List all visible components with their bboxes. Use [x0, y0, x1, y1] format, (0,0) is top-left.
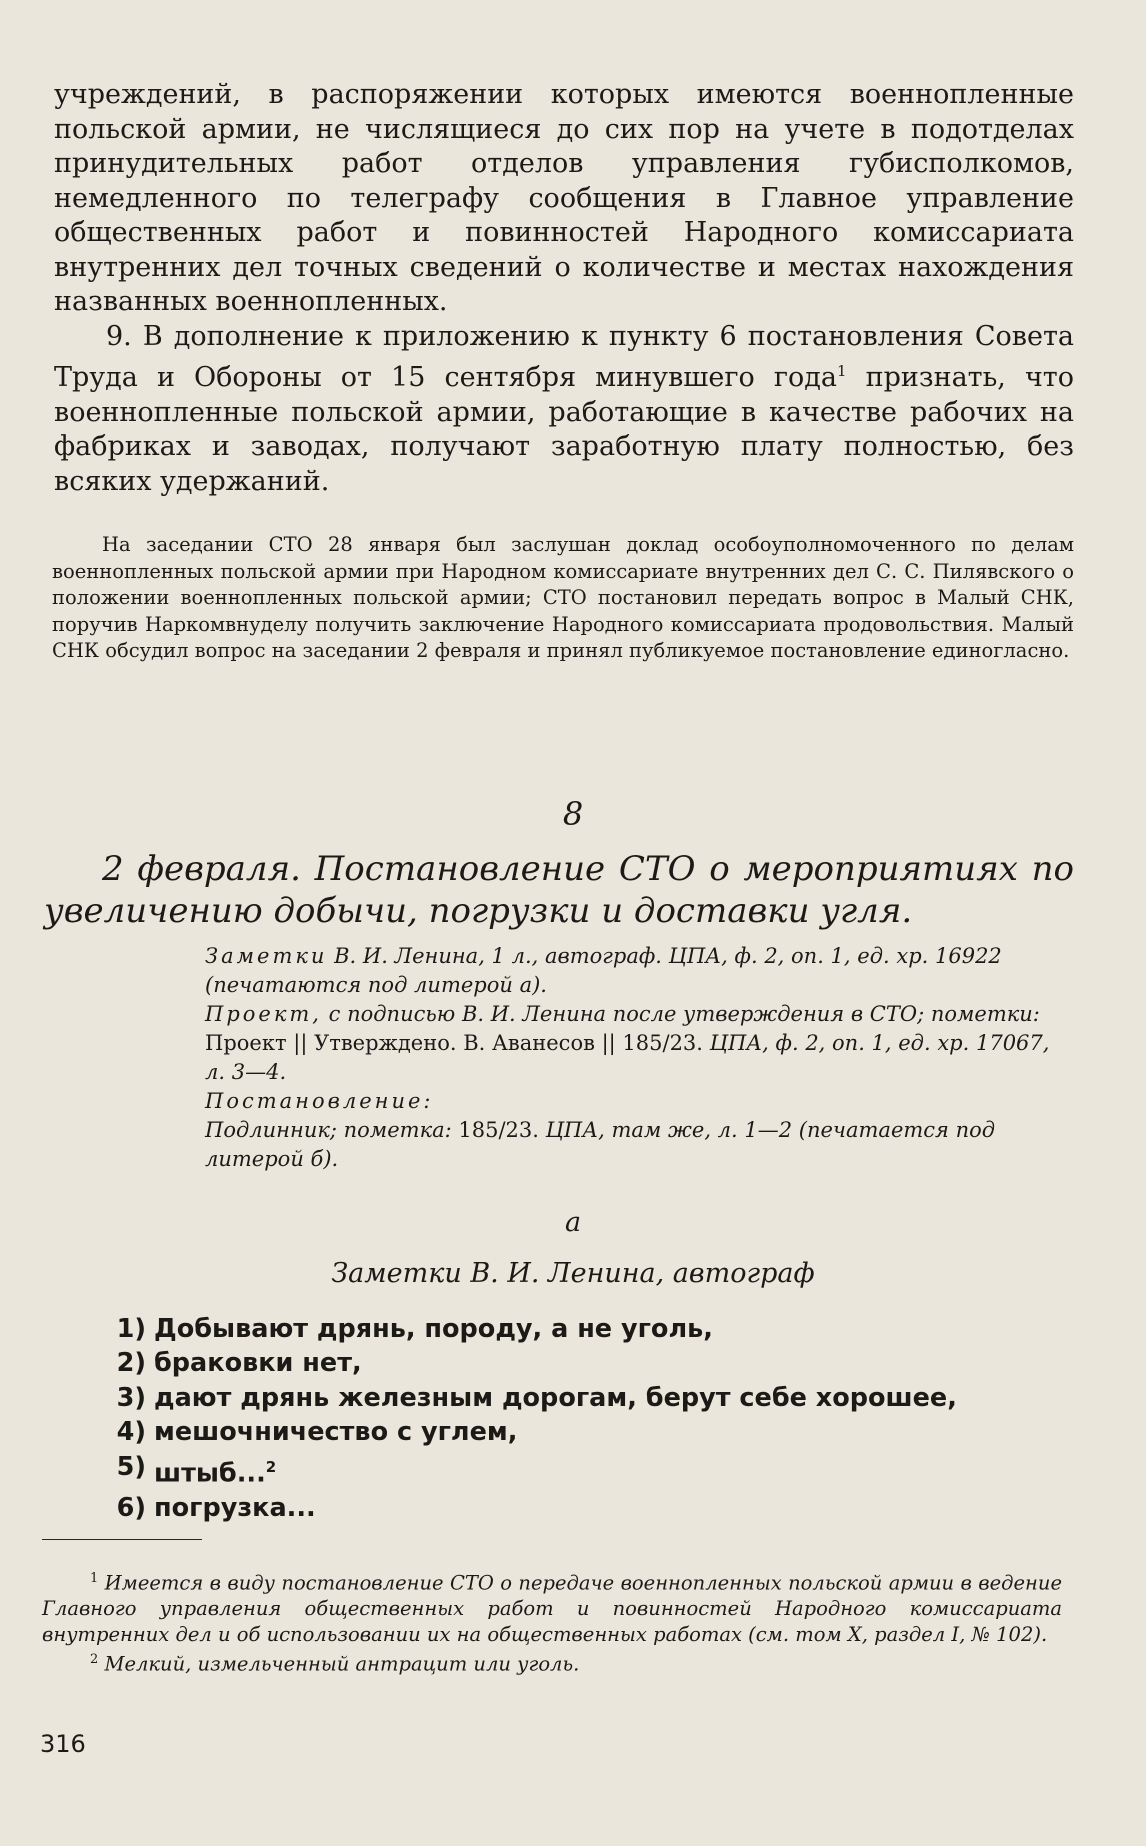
footnotes	[42, 1566, 1062, 1677]
footnote-text: Имеется в виду постановление СТО о передаче военнопленных польской армии в ведение Главного управления общественных работ и повинностей Народного комиссариата внутренних дел и об использовании их на общественных работах (см. том X, раздел I, № 102).	[42, 1571, 1062, 1646]
list-item-text	[154, 1312, 713, 1346]
meta-draft-marks: Проект || Утверждено. В. Аванесов || 185/23.	[205, 1031, 703, 1055]
list-item-label: погрузка...	[154, 1492, 316, 1523]
editorial-note-text: На заседании СТО 28 января был заслушан доклад особоуполномоченного по делам военнопленных польской армии при Народном комиссариате внутренних дел С. С. Пилявского о положении военнопленных польской армии; СТО постановил передать вопрос в Малый СНК, поручив Наркомвнуделу получить заключение Народного комиссариата продовольствия. Малый СНК обсудил вопрос на заседании 2 февраля и принял публикуемое постановление единогласно.	[52, 533, 1074, 663]
footnote-rule	[42, 1539, 202, 1540]
page-number: 316	[40, 1730, 86, 1758]
meta-original-label: Подлинник; пометка:	[205, 1118, 452, 1142]
meta-original-ref: ЦПА, там же, л. 1—2 (печатается под литерой б).	[205, 1118, 996, 1171]
footnote-2	[42, 1647, 1062, 1677]
list-item-number: 3)	[116, 1382, 146, 1413]
list-item-text	[154, 1491, 316, 1525]
list-item	[94, 1491, 1054, 1525]
footnote-mark: 2	[90, 1652, 99, 1667]
section-heading: Заметки В. И. Ленина, автограф	[331, 1258, 815, 1289]
meta-resolution-label: Постановление:	[205, 1089, 434, 1113]
list-item	[94, 1381, 1054, 1415]
meta-draft-label: Проект,	[205, 1002, 322, 1026]
list-item-label: мешочничество с углем,	[154, 1417, 518, 1448]
footnote-ref-1: 1	[836, 362, 847, 380]
archival-metadata	[205, 942, 1065, 1174]
body-text	[54, 78, 1074, 499]
list-item-text	[154, 1346, 362, 1380]
list-item-text	[154, 1381, 957, 1415]
meta-notes-line	[205, 942, 1065, 1000]
list-item-label: штыб...	[154, 1458, 266, 1489]
footnote-mark: 1	[90, 1571, 99, 1586]
list-item-label: браковки нет,	[154, 1348, 362, 1379]
paragraph-9-part1: 9. В дополнение к приложению к пункту 6 постановления Совета Труда и Обороны от 15 сентября минувшего года	[54, 320, 1074, 393]
document-title: 2 февраля. Постановление СТО о мероприятиях по увеличению добычи, погрузки и доставки угля.	[44, 849, 1074, 931]
list-item	[94, 1415, 1054, 1449]
list-item	[94, 1346, 1054, 1380]
meta-original-mark: 185/23.	[451, 1118, 539, 1142]
list-item-text	[154, 1415, 517, 1449]
list-item-number: 2)	[116, 1348, 146, 1379]
meta-notes-text: В. И. Ленина, 1 л., автограф. ЦПА, ф. 2, оп. 1, ед. хр. 16922 (печатаются под литерой а).	[205, 944, 1002, 997]
list-item-text	[154, 1450, 276, 1491]
editorial-note	[52, 532, 1074, 665]
list-item	[94, 1450, 1054, 1491]
meta-draft-text: с подписью В. И. Ленина после утверждения в СТО; пометки:	[321, 1002, 1040, 1026]
paragraph-1: учреждений, в распоряжении которых имеются военнопленные польской армии, не числящиеся до сих пор на учете в подотделах принудительных работ отделов управления губисполкомов, немедленного по телеграфу сообщения в Главное управление общественных работ и повинностей Народного комиссариата внутренних дел точных сведений о количестве и местах нахождения названных военнопленных.	[54, 79, 1074, 317]
meta-draft-ref: ЦПА, ф. 2, оп. 1, ед. хр. 17067, л. 3—4.	[205, 1031, 1050, 1084]
list-item-label: дают дрянь железным дорогам, берут себе хорошее,	[154, 1382, 957, 1413]
footnote-ref: 2	[265, 1457, 277, 1476]
meta-original-line	[205, 1116, 1065, 1174]
meta-draft-line	[205, 1000, 1065, 1087]
paragraph-9-part2: признать, что военнопленные польской армии, работающие в качестве рабочих на фабриках и заводах, получают заработную плату полностью, без всяких удержаний.	[54, 362, 1075, 497]
list-item	[94, 1312, 1054, 1346]
section-letter: а	[564, 1207, 582, 1238]
meta-resolution-line	[205, 1087, 1065, 1116]
list-item-number: 5)	[116, 1451, 146, 1482]
list-item-number: 1)	[116, 1314, 146, 1344]
lenin-notes-list	[94, 1312, 1054, 1525]
document-number: 8	[562, 795, 584, 833]
footnote-1	[42, 1566, 1062, 1647]
paragraph-9	[54, 320, 1074, 500]
list-item-number: 6)	[116, 1492, 146, 1523]
list-item-number: 4)	[116, 1417, 146, 1448]
meta-notes-label: Заметки	[205, 944, 328, 968]
footnote-text: Мелкий, измельченный антрацит или уголь.	[98, 1652, 580, 1676]
list-item-label: Добывают дрянь, породу, а не уголь,	[154, 1314, 713, 1344]
